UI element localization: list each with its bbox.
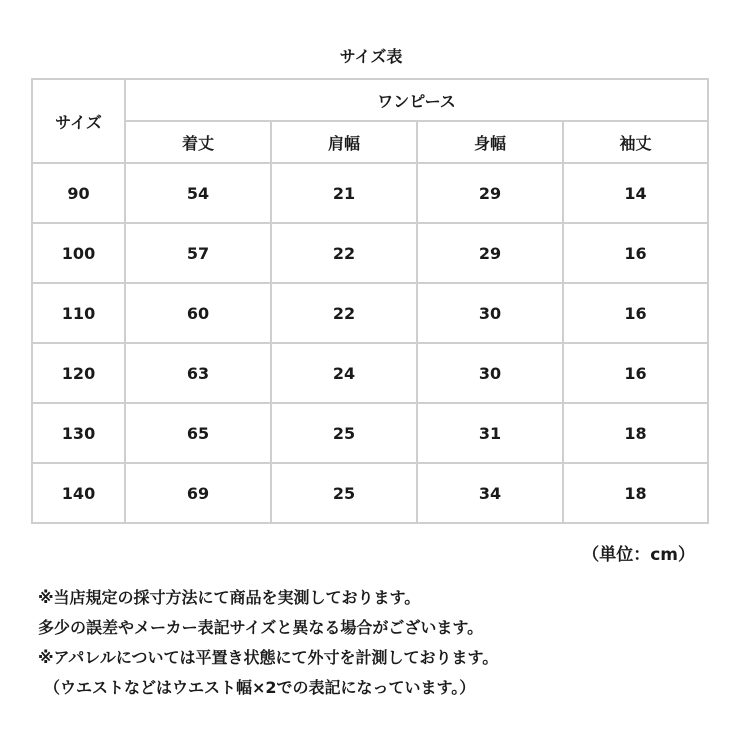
- size-header: サイズ: [32, 79, 125, 163]
- table-row: [32, 343, 708, 403]
- table-cell: 57: [125, 223, 271, 283]
- column-header-length: 着丈: [125, 121, 271, 163]
- size-cell: 110: [32, 283, 125, 343]
- table-cell: 65: [125, 403, 271, 463]
- note-line: ※アパレルについては平置き状態にて外寸を計測しております。: [38, 648, 499, 667]
- table-cell: 16: [563, 223, 708, 283]
- table-cell: 16: [563, 343, 708, 403]
- table-row: [32, 283, 708, 343]
- size-cell: 120: [32, 343, 125, 403]
- size-table: [31, 78, 709, 524]
- table-cell: 63: [125, 343, 271, 403]
- note-line: 多少の誤差やメーカー表記サイズと異なる場合がございます。: [38, 618, 484, 637]
- note-line: （ウエストなどはウエスト幅×2での表記になっています。）: [44, 678, 476, 697]
- table-row: [32, 223, 708, 283]
- column-header-sleeve: 袖丈: [563, 121, 708, 163]
- unit-label: （単位：cm）: [582, 545, 695, 565]
- table-cell: 54: [125, 163, 271, 223]
- column-header-width: 身幅: [417, 121, 563, 163]
- table-cell: 60: [125, 283, 271, 343]
- table-cell: 14: [563, 163, 708, 223]
- size-cell: 130: [32, 403, 125, 463]
- table-cell: 69: [125, 463, 271, 523]
- notes: [38, 583, 498, 703]
- table-cell: 29: [417, 163, 563, 223]
- note-line: ※当店規定の採寸方法にて商品を実測しております。: [38, 588, 421, 607]
- table-row: [32, 463, 708, 523]
- size-cell: 100: [32, 223, 125, 283]
- table-cell: 30: [417, 343, 563, 403]
- size-cell: 140: [32, 463, 125, 523]
- table-cell: 18: [563, 463, 708, 523]
- page-title: サイズ表: [339, 47, 403, 66]
- table-cell: 24: [271, 343, 417, 403]
- size-cell: 90: [32, 163, 125, 223]
- table-cell: 18: [563, 403, 708, 463]
- table-cell: 22: [271, 283, 417, 343]
- table-cell: 30: [417, 283, 563, 343]
- table-row: [32, 403, 708, 463]
- table-cell: 29: [417, 223, 563, 283]
- group-header: ワンピース: [125, 79, 708, 121]
- table-cell: 25: [271, 463, 417, 523]
- table-cell: 21: [271, 163, 417, 223]
- table-row: [32, 163, 708, 223]
- table-cell: 16: [563, 283, 708, 343]
- table-cell: 34: [417, 463, 563, 523]
- table-cell: 22: [271, 223, 417, 283]
- table-cell: 25: [271, 403, 417, 463]
- table-cell: 31: [417, 403, 563, 463]
- column-header-shoulder: 肩幅: [271, 121, 417, 163]
